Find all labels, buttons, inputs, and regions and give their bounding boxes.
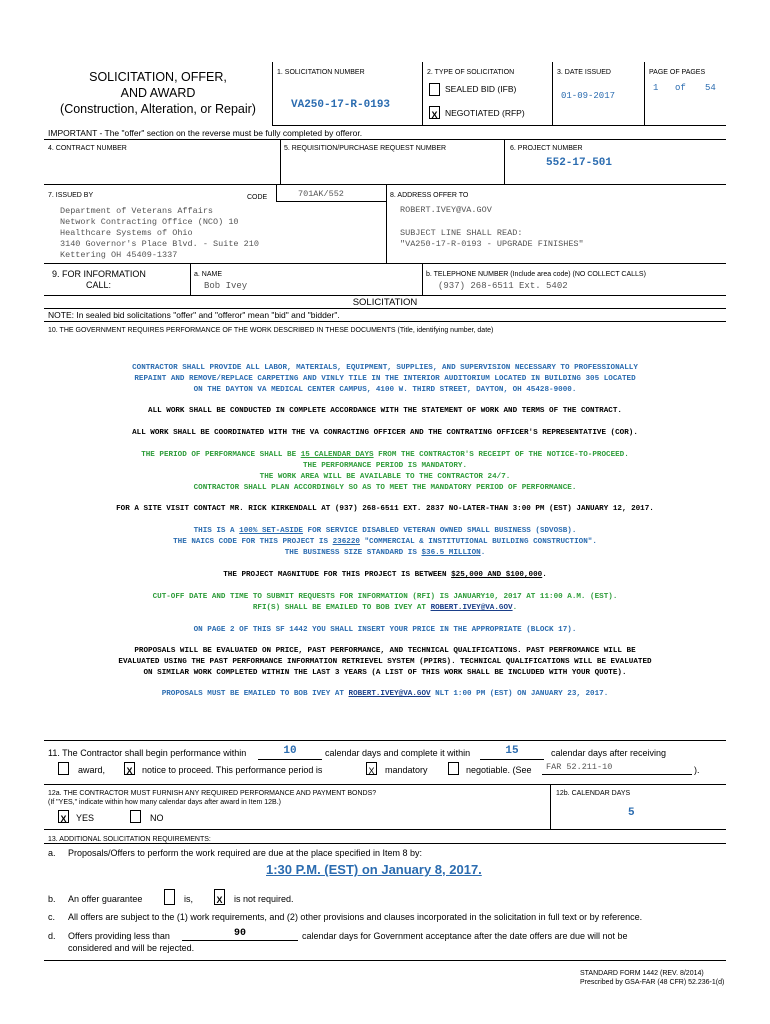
requisition-field[interactable] <box>280 140 281 184</box>
date-issued-label: 3. DATE ISSUED <box>557 69 611 76</box>
item-13d-text1: Offers providing less than <box>68 931 170 941</box>
mandatory-label: mandatory <box>385 765 428 775</box>
solicitation-section-title: SOLICITATION <box>352 297 418 308</box>
issued-by-label: 7. ISSUED BY <box>48 192 94 199</box>
set-aside-c: FOR SERVICE DISABLED VETERAN OWNED SMALL BUSINESS (SDVOSB). <box>302 527 577 535</box>
issued-by-line4: 3140 Governor's Place Blvd. - Suite 210 <box>60 239 259 249</box>
item-12b-field[interactable] <box>550 785 551 829</box>
rfi-email <box>44 603 726 614</box>
sealed-bid-checkbox[interactable] <box>429 83 440 96</box>
code-label: CODE <box>247 194 268 201</box>
item-13d-letter: d. <box>48 931 56 941</box>
item-13a-text: Proposals/Offers to perform the work required are due at the place specified in Item 8 by: <box>68 848 423 858</box>
date-issued-value: 01-09-2017 <box>561 91 616 101</box>
set-aside-a: THIS IS A <box>193 527 240 535</box>
item-12b-label: 12b. CALENDAR DAYS <box>556 790 631 797</box>
footer-divider <box>44 960 726 961</box>
begin-days-field[interactable]: 10 <box>258 745 322 760</box>
naics-f: "COMMERCIAL & INSTITUTIONAL BUILDING CONSTRUCTION". <box>359 538 597 546</box>
performance-period-c: FROM THE CONTRACTOR'S RECEIPT OF THE NOTICE-TO-PROCEED. <box>373 451 629 459</box>
bonds-yes-checkbox[interactable]: X <box>58 810 69 823</box>
evaluation-line3: ON SIMILAR WORK COMPLETED WITHIN THE LAST 3 YEARS (A LIST OF THIS WORK SHALL BE INCLUDED WITH YOUR QUOTE). <box>143 669 627 677</box>
item-13b-is: is, <box>184 894 193 904</box>
solicitation-form <box>44 62 726 986</box>
rfi-email-d: . <box>512 604 518 612</box>
item-13c-letter: c. <box>48 912 56 922</box>
negotiated-checkbox[interactable]: X <box>429 106 440 119</box>
contact-name[interactable]: Bob Ivey <box>204 281 248 291</box>
award-label: award, <box>78 765 106 775</box>
page-of-pages-field <box>644 62 726 126</box>
telephone-value[interactable]: (937) 268-6511 Ext. 5402 <box>438 281 568 291</box>
item-11-text3: calendar days after receiving <box>551 748 667 758</box>
solicitation-type-label: 2. TYPE OF SOLICITATION <box>427 69 515 76</box>
coordination-statement: ALL WORK SHALL BE COORDINATED WITH THE VA CONRACTING OFFICER AND THE CONTRATING OFFICER'S REPRESENTATIVE (COR). <box>132 429 638 437</box>
size-value: $36.5 MILLION <box>421 549 481 557</box>
address-line2: SUBJECT LINE SHALL READ: <box>400 228 523 238</box>
address-line1: ROBERT.IVEY@VA.GOV <box>400 205 492 215</box>
address-line3: "VA250-17-R-0193 - UPGRADE FINISHES" <box>400 239 584 249</box>
item-13b-text3: is not required. <box>234 894 294 904</box>
set-aside-percent: 100% SET-ASIDE <box>239 527 303 535</box>
form-title-line2: AND AWARD <box>120 86 196 100</box>
call-label: CALL: <box>86 280 112 290</box>
rfi-email-link[interactable]: ROBERT.IVEY@VA.GOV <box>430 604 513 612</box>
item-13-divider <box>44 843 726 844</box>
address-offer-label: 8. ADDRESS OFFER TO <box>390 192 469 199</box>
proposal-email-link[interactable]: ROBERT.IVEY@VA.GOV <box>348 690 431 698</box>
naics-a: THE NAICS CODE FOR THIS PROJECT IS <box>173 538 333 546</box>
work-area-availability: THE WORK AREA WILL BE AVAILABLE TO THE CONTRACTOR 24/7. <box>259 473 511 481</box>
project-number-value: 552-17-501 <box>546 157 613 169</box>
price-instruction: ON PAGE 2 OF THIS SF 1442 YOU SHALL INSERT YOUR PRICE IN THE APPROPRIATE (BLOCK 17). <box>193 626 577 634</box>
form-title-line1: SOLICITATION, OFFER, <box>89 70 227 84</box>
award-checkbox[interactable] <box>58 762 69 775</box>
prescribed-by: Prescribed by GSA-FAR (48 CFR) 52.236-1(d) <box>580 979 725 986</box>
performance-mandatory: THE PERFORMANCE PERIOD IS MANDATORY. <box>302 462 468 470</box>
magnitude-c: . <box>542 571 547 579</box>
page-of-pages-label: PAGE OF PAGES <box>649 69 706 76</box>
item-12a-sub: (If "YES," indicate within how many calendar days after award in Item 12B.) <box>48 799 281 806</box>
size-standard <box>44 548 726 559</box>
date-issued-field[interactable] <box>552 62 644 126</box>
performance-period-days: 15 CALENDAR DAYS <box>300 451 374 459</box>
performance-period <box>44 450 726 461</box>
item-13b-text1: An offer guarantee <box>68 894 143 904</box>
for-information-label: 9. FOR INFORMATION <box>52 269 146 279</box>
solicitation-number-value: VA250-17-R-0193 <box>291 99 391 111</box>
naics-code <box>44 537 726 548</box>
issued-by-line3: Healthcare Systems of Ohio <box>60 228 193 238</box>
performance-period-a: THE PERIOD OF PERFORMANCE SHALL BE <box>141 451 301 459</box>
set-aside <box>44 526 726 537</box>
negotiated-label: NEGOTIATED (RFP) <box>445 108 525 118</box>
notice-to-proceed-checkbox[interactable]: X <box>124 762 135 775</box>
item-13-label: 13. ADDITIONAL SOLICITATION REQUIREMENTS: <box>48 836 211 843</box>
info-row <box>44 263 726 296</box>
item-12a-label: 12a. THE CONTRACTOR MUST FURNISH ANY REQUIRED PERFORMANCE AND PAYMENT BONDS? <box>48 790 377 797</box>
plan-accordingly: CONTRACTOR SHALL PLAN ACCORDINGLY SO AS TO MEET THE MANDATORY PERIOD OF PERFORMANCE. <box>193 484 577 492</box>
naics-number: 236220 <box>332 538 360 546</box>
standard-form-number: STANDARD FORM 1442 (REV. 8/2014) <box>580 970 704 977</box>
guarantee-is-checkbox[interactable] <box>164 889 175 905</box>
mandatory-checkbox[interactable]: X <box>366 762 377 775</box>
complete-days-field[interactable]: 15 <box>480 745 544 760</box>
rfi-email-a: RFI(S) SHALL BE EMAILED TO BOB IVEY AT <box>252 604 431 612</box>
compliance-statement: ALL WORK SHALL BE CONDUCTED IN COMPLETE ACCORDANCE WITH THE STATEMENT OF WORK AND TERMS OF THE CONTRACT. <box>148 407 622 415</box>
item-13d-text2: calendar days for Government acceptance after the date offers are due will not be <box>302 931 628 941</box>
requisition-label: 5. REQUISITION/PURCHASE REQUEST NUMBER <box>284 145 447 152</box>
name-label: a. NAME <box>194 271 223 278</box>
site-visit: FOR A SITE VISIT CONTACT MR. RICK KIRKENDALL AT (937) 268-6511 EXT. 2837 NO-LATER-THAN 3:00 PM (EST) JANUARY 12, 2017. <box>116 505 654 513</box>
form-title-line3: (Construction, Alteration, or Repair) <box>60 102 256 116</box>
telephone-label: b. TELEPHONE NUMBER (Include area code) (NO COLLECT CALLS) <box>426 271 646 278</box>
page-number: 1 <box>653 83 659 93</box>
project-magnitude <box>44 570 726 581</box>
note-divider <box>44 321 726 322</box>
bonds-no-checkbox[interactable] <box>130 810 141 823</box>
project-number-field[interactable] <box>504 140 505 184</box>
magnitude-a: THE PROJECT MAGNITUDE FOR THIS PROJECT IS BETWEEN <box>223 571 452 579</box>
solicitation-type-field <box>422 62 552 126</box>
acceptance-days-field[interactable]: 90 <box>182 928 298 941</box>
item-11-divider <box>44 740 726 741</box>
phone-divider <box>422 264 423 295</box>
issued-by-line1: Department of Veterans Affairs <box>60 206 214 216</box>
evaluation-line1: PROPOSALS WILL BE EVALUATED ON PRICE, PAST PERFORMANCE, AND TECHNICAL QUALIFICATIONS. PAST PERFROMANCE WILL BE <box>134 647 636 655</box>
magnitude-range: $25,000 AND $100,000 <box>451 571 543 579</box>
issued-by-line5: Kettering OH 45409-1337 <box>60 250 178 260</box>
scope-line1: CONTRACTOR SHALL PROVIDE ALL LABOR, MATERIALS, EQUIPMENT, SUPPLIES, AND SUPERVISION NECESSARY TO PROFESSIONALLY <box>132 364 638 372</box>
negotiable-checkbox[interactable] <box>448 762 459 775</box>
rfi-cutoff: CUT-OFF DATE AND TIME TO SUBMIT REQUESTS FOR INFORMATION (RFI) IS JANUARY10, 2017 AT 11:00 A.M. (EST). <box>152 593 618 601</box>
notice-to-proceed-label: notice to proceed. This performance period is <box>142 765 323 775</box>
guarantee-not-checkbox[interactable]: X <box>214 889 225 905</box>
proposal-submission <box>44 689 726 700</box>
scope-line3: ON THE DAYTON VA MEDICAL CENTER CAMPUS, 4100 W. THIRD STREET, DAYTON, OH 45428-9000. <box>193 386 577 394</box>
project-number-label: 6. PROJECT NUMBER <box>510 145 583 152</box>
solicitation-number-label: 1. SOLICITATION NUMBER <box>277 69 365 76</box>
name-divider <box>190 264 191 295</box>
solicitation-number-field[interactable] <box>272 62 422 126</box>
far-reference: FAR 52.211-10 <box>546 762 613 772</box>
item-11-text2: calendar days and complete it within <box>325 748 471 758</box>
negotiable-label: negotiable. (See <box>466 765 532 775</box>
code-value: 701AK/552 <box>298 189 344 199</box>
sealed-bid-note: NOTE: In sealed bid solicitations "offer" and "offeror" mean "bid" and "bidder". <box>48 310 340 320</box>
proposal-a: PROPOSALS MUST BE EMAILED TO BOB IVEY AT <box>161 690 349 698</box>
proposal-c: NLT 1:00 PM (EST) ON JANUARY 23, 2017. <box>430 690 609 698</box>
item-13b-letter: b. <box>48 894 56 904</box>
address-divider <box>386 185 387 263</box>
item-11-text1: 11. The Contractor shall begin performance within <box>48 748 247 758</box>
item-13a-letter: a. <box>48 848 56 858</box>
important-notice: IMPORTANT - The "offer" section on the reverse must be fully completed by offeror. <box>48 128 363 138</box>
size-c: . <box>480 549 486 557</box>
item-13c-text: All offers are subject to the (1) work requirements, and (2) other provisions and clauses incorporated in the solicitation in full text or by reference. <box>68 912 643 922</box>
sealed-bid-label: SEALED BID (IFB) <box>445 84 517 94</box>
issued-by-line2: Network Contracting Office (NCO) 10 <box>60 217 239 227</box>
size-a: THE BUSINESS SIZE STANDARD IS <box>284 549 422 557</box>
bonds-no-label: NO <box>150 813 164 823</box>
contract-number-label: 4. CONTRACT NUMBER <box>48 145 127 152</box>
far-close: ). <box>694 765 700 775</box>
page-of: of <box>675 83 686 93</box>
bonds-yes-label: YES <box>76 813 95 823</box>
title-block <box>44 62 272 126</box>
bond-days-value: 5 <box>628 807 635 819</box>
page-total: 54 <box>705 83 716 93</box>
solicitation-divider <box>44 308 726 309</box>
due-date-time[interactable]: 1:30 P.M. (EST) on January 8, 2017. <box>266 862 482 877</box>
evaluation-line2: EVALUATED USING THE PAST PERFORMANCE INFORMATION RETRIEVEL SYSTEM (PPIRS). TECHNICAL QUALIFICATIONS WILL BE EVALUATED <box>118 658 652 666</box>
item-10-label: 10. THE GOVERNMENT REQUIRES PERFORMANCE OF THE WORK DESCRIBED IN THESE DOCUMENTS (Title, identifying number, date) <box>48 327 494 334</box>
item-13d-text3: considered and will be rejected. <box>68 943 195 953</box>
scope-line2: REPAINT AND REMOVE/REPLACE CARPETING AND VINLY TILE IN THE INTERIOR AUDITORIUM LOCATED IN BUILDING 305 LOCATED <box>134 375 636 383</box>
